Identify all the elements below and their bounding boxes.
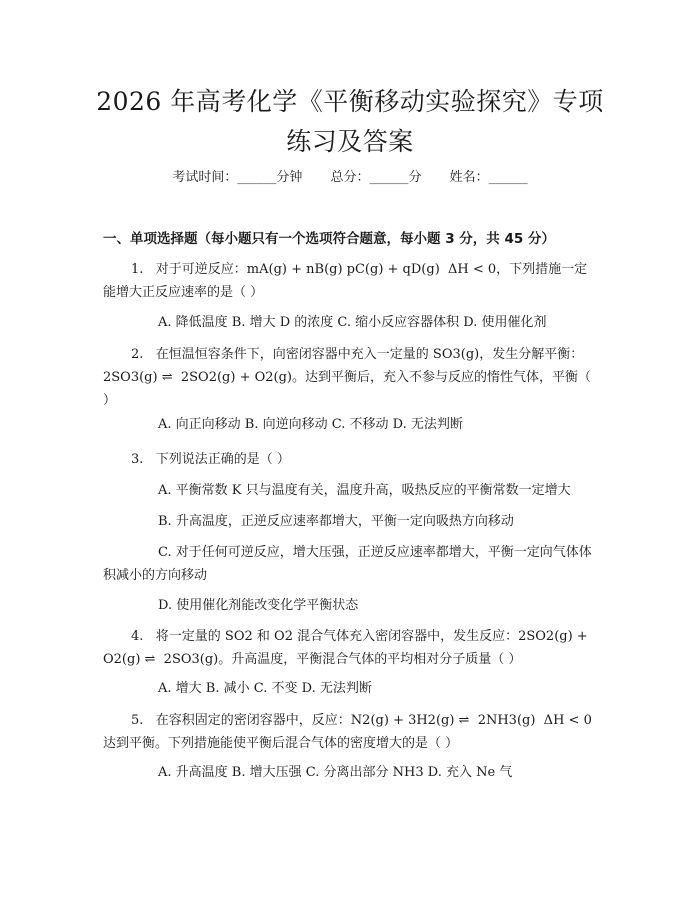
question-1-stem: 1. 对于可逆反应：mA(g) + nB(g) pC(g) + qD(g) ΔH < 0，下列措施一定能增大正反应速率的是（ ） xyxy=(103,262,588,300)
section-heading: 一、单项选择题（每小题只有一个选项符合题意，每小题 3 分，共 45 分） xyxy=(103,231,555,247)
question-1-options: A. 降低温度 B. 增大 D 的浓度 C. 缩小反应容器体积 D. 使用催化剂 xyxy=(158,315,547,330)
question-3-option-d: D. 使用催化剂能改变化学平衡状态 xyxy=(158,598,359,613)
question-5-options: A. 升高温度 B. 增大压强 C. 分离出部分 NH3 D. 充入 Ne 气 xyxy=(158,765,513,780)
question-2-stem: 2. 在恒温恒容条件下，向密闭容器中充入一定量的 SO3(g)，发生分解平衡：2SO3(g) ⇌ 2SO2(g) + O2(g)。达到平衡后，充入不参与反应的惰性气体，平衡（ ） xyxy=(103,347,596,408)
title-line-1: 2026 年高考化学《平衡移动实验探究》专项 xyxy=(96,87,604,116)
question-2-options: A. 向正向移动 B. 向逆向移动 C. 不移动 D. 无法判断 xyxy=(158,417,463,432)
title-line-2: 练习及答案 xyxy=(286,127,414,156)
question-5-stem: 5. 在容积固定的密闭容器中，反应：N2(g) + 3H2(g) ⇌ 2NH3(g) ΔH < 0 达到平衡。下列措施能使平衡后混合气体的密度增大的是（ ） xyxy=(103,713,596,751)
question-4-stem: 4. 将一定量的 SO2 和 O2 混合气体充入密闭容器中，发生反应：2SO2(g) + O2(g) ⇌ 2SO3(g)。升高温度，平衡混合气体的平均相对分子质量（ ） xyxy=(103,629,592,667)
exam-meta xyxy=(0,168,700,188)
document-title xyxy=(90,82,610,162)
question-3-option-c: C. 对于任何可逆反应，增大压强，正逆反应速率都增大，平衡一定向气体体积减小的方向移动 xyxy=(103,545,592,583)
question-3-option-a: A. 平衡常数 K 只与温度有关，温度升高，吸热反应的平衡常数一定增大 xyxy=(158,483,571,498)
exam-name: 姓名：______ xyxy=(449,170,528,185)
question-3-option-b: B. 升高温度，正逆反应速率都增大，平衡一定向吸热方向移动 xyxy=(158,514,514,529)
exam-score: 总分：______分 xyxy=(330,170,422,185)
question-4-options: A. 增大 B. 减小 C. 不变 D. 无法判断 xyxy=(158,681,372,696)
question-3-stem: 3. 下列说法正确的是（ ） xyxy=(131,452,290,467)
exam-time: 考试时间：______分钟 xyxy=(172,170,303,185)
